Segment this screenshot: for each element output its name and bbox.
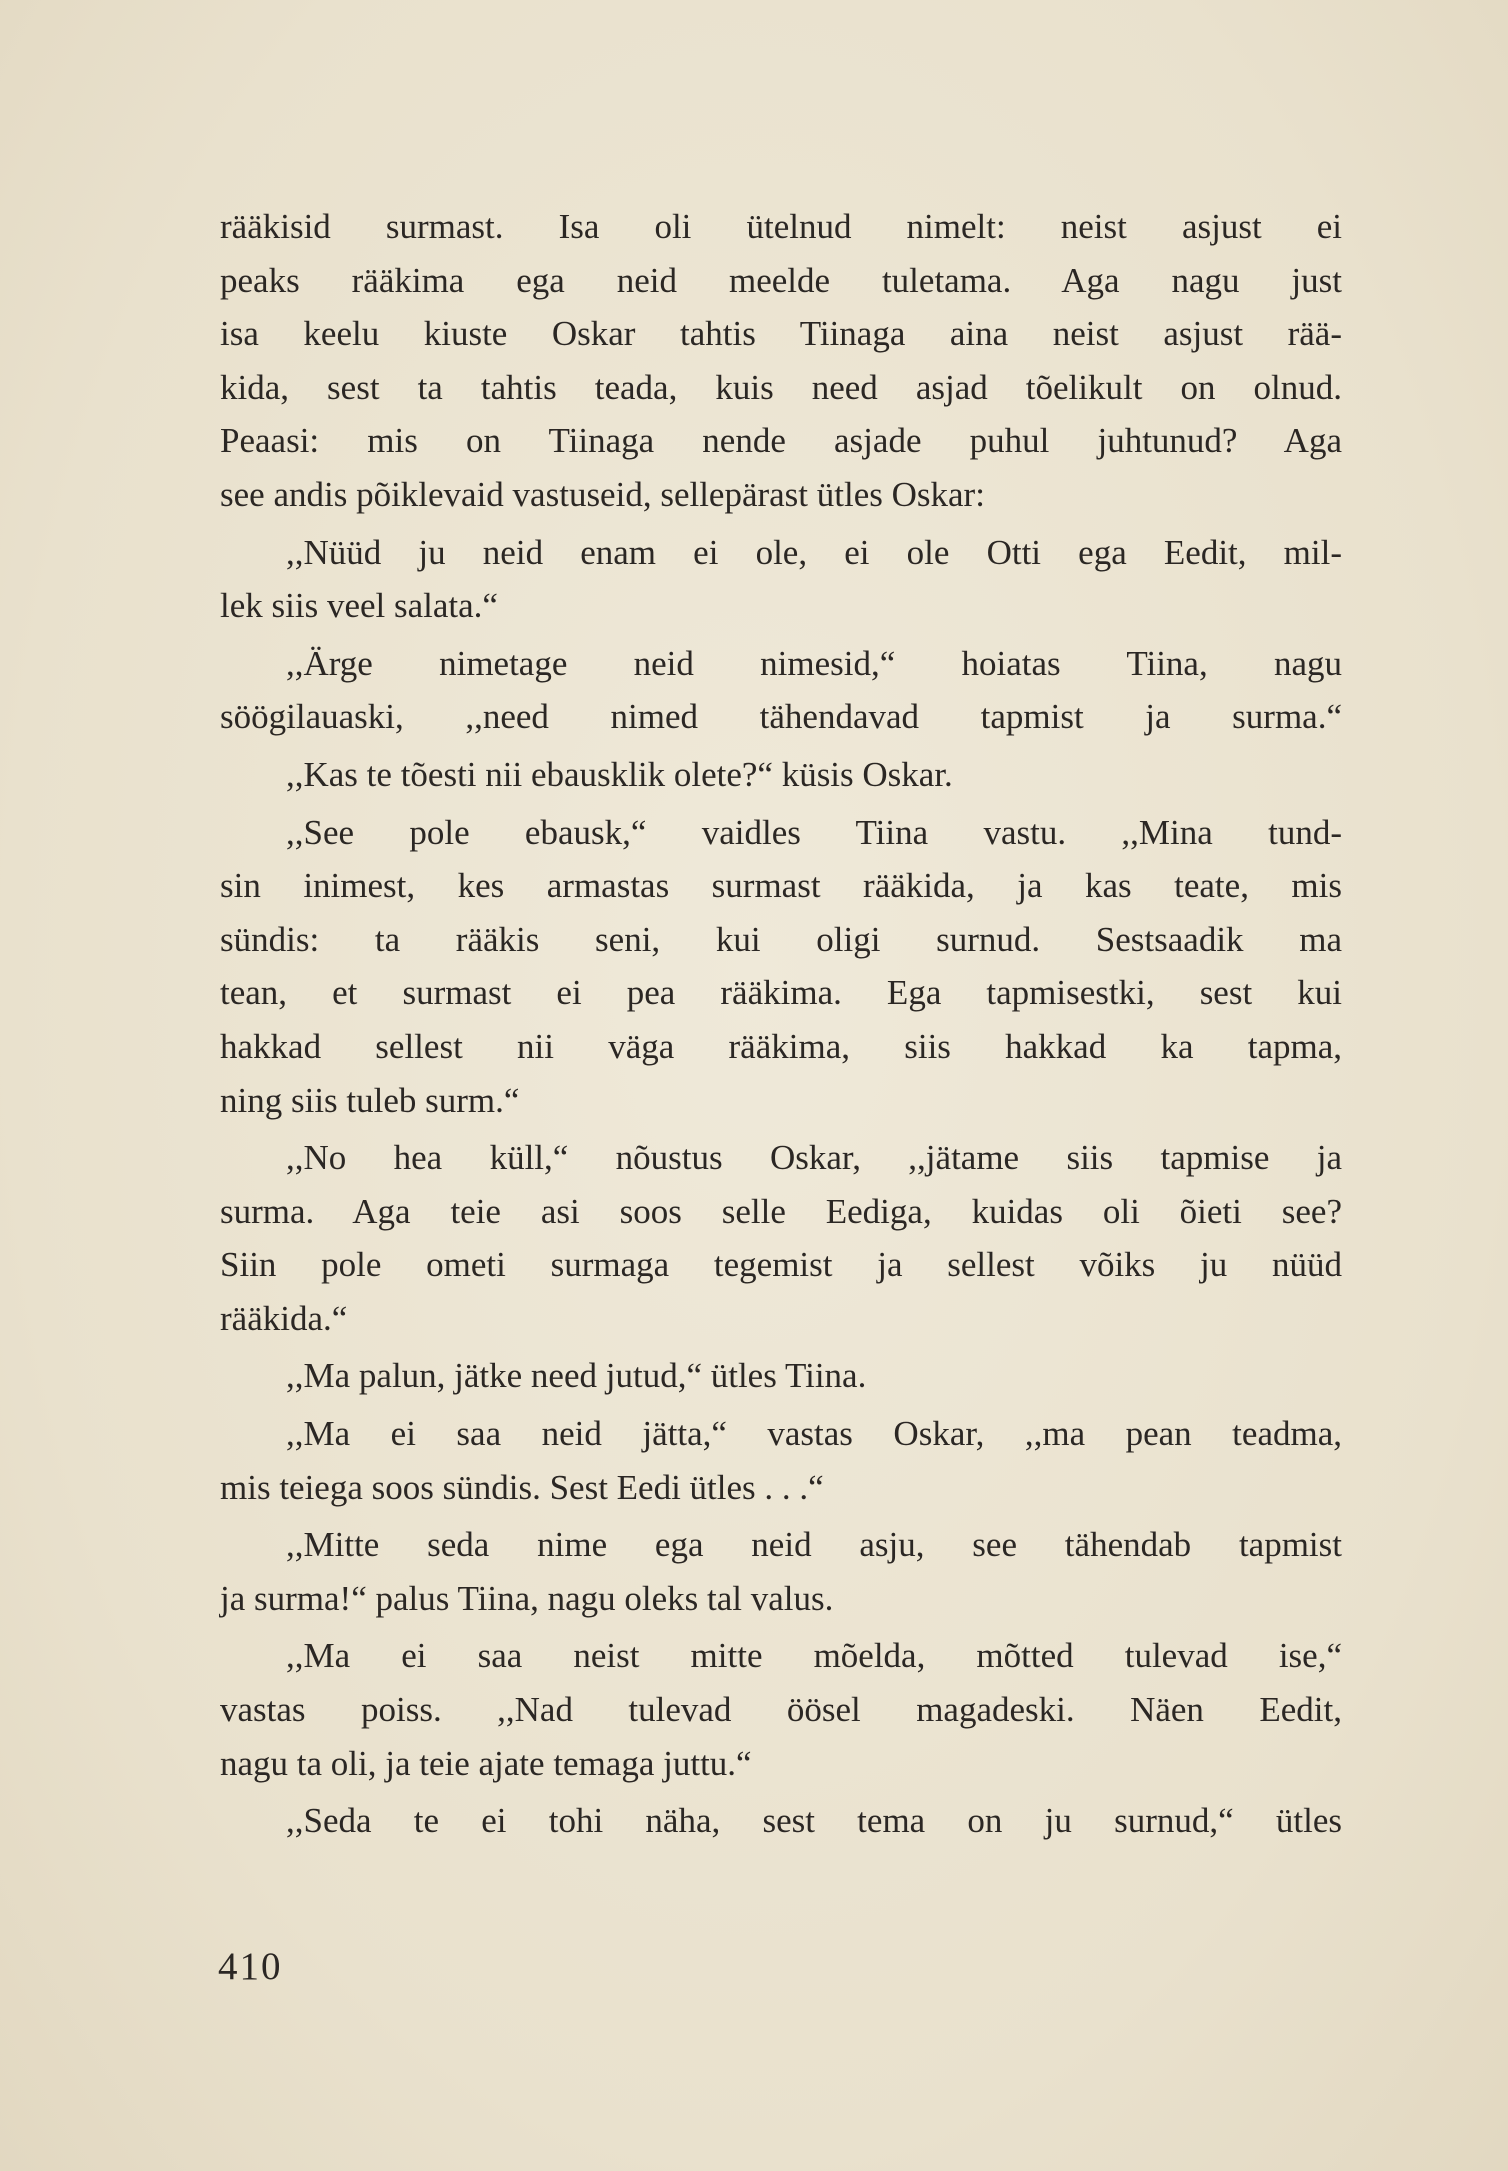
text-line: ,,No hea küll,“ nõustus Oskar, ,,jätame siis tapmise ja [286, 1138, 1342, 1178]
text-line: ning siis tuleb surm.“ [220, 1080, 520, 1120]
text-line: hakkad sellest nii väga rääkima, siis hakkad ka tapma, [220, 1026, 1342, 1066]
text-line: ,,Ma palun, jätke need jutud,“ ütles Tiina. [286, 1356, 867, 1396]
text-line: ,,Ma ei saa neist mitte mõelda, mõtted tulevad ise,“ [286, 1636, 1342, 1676]
text-line: rääkisid surmast. Isa oli ütelnud nimelt: neist asjust ei [220, 207, 1342, 246]
text-line: söögilauaski, ,,need nimed tähendavad tapmist ja surma.“ [220, 697, 1342, 737]
text-line: peaks rääkima ega neid meelde tuletama. Aga nagu just [220, 260, 1342, 300]
text-line: see andis põiklevaid vastuseid, sellepärast ütles Oskar: [220, 474, 985, 514]
text-line: lek siis veel salata.“ [220, 586, 498, 626]
text-line: ,,Seda te ei tohi näha, sest tema on ju surnud,“ ütles [286, 1801, 1342, 1841]
text-line: vastas poiss. ,,Nad tulevad öösel magadeski. Näen Eedit, [220, 1690, 1342, 1730]
text-line: kida, sest ta tahtis teada, kuis need asjad tõelikult on olnud. [220, 367, 1342, 407]
page-number: 410 [218, 1945, 283, 1988]
body-text [220, 200, 1342, 1848]
text-line: sin inimest, kes armastas surmast rääkida, ja kas teate, mis [220, 866, 1342, 906]
text-line: sündis: ta rääkis seni, kui oligi surnud. Sestsaadik ma [220, 919, 1342, 959]
text-line: ,,Mitte seda nime ega neid asju, see tähendab tapmist [286, 1525, 1342, 1565]
text-line: ,,Ma ei saa neid jätta,“ vastas Oskar, ,,ma pean teadma, [286, 1414, 1342, 1454]
text-line: ,,See pole ebausk,“ vaidles Tiina vastu. ,,Mina tund- [286, 812, 1342, 852]
text-line: tean, et surmast ei pea rääkima. Ega tapmisestki, sest kui [220, 973, 1342, 1013]
text-line: mis teiega soos sündis. Sest Eedi ütles . . .“ [220, 1467, 824, 1507]
text-line: rääkida.“ [220, 1298, 348, 1338]
text-line: surma. Aga teie asi soos selle Eediga, kuidas oli õieti see? [220, 1191, 1342, 1231]
text-line: Peaasi: mis on Tiinaga nende asjade puhul juhtunud? Aga [220, 421, 1342, 461]
text-line: ,,Nüüd ju neid enam ei ole, ei ole Otti ega Eedit, mil- [286, 532, 1342, 572]
text-line: Siin pole ometi surmaga tegemist ja sellest võiks ju nüüd [220, 1245, 1342, 1285]
text-line: isa keelu kiuste Oskar tahtis Tiinaga aina neist asjust rää- [220, 314, 1342, 354]
text-line: ja surma!“ palus Tiina, nagu oleks tal valus. [220, 1578, 834, 1618]
text-line: ,,Ärge nimetage neid nimesid,“ hoiatas Tiina, nagu [286, 643, 1342, 683]
text-line: ,,Kas te tõesti nii ebausklik olete?“ küsis Oskar. [286, 754, 953, 794]
text-line: nagu ta oli, ja teie ajate temaga juttu.“ [220, 1743, 752, 1783]
